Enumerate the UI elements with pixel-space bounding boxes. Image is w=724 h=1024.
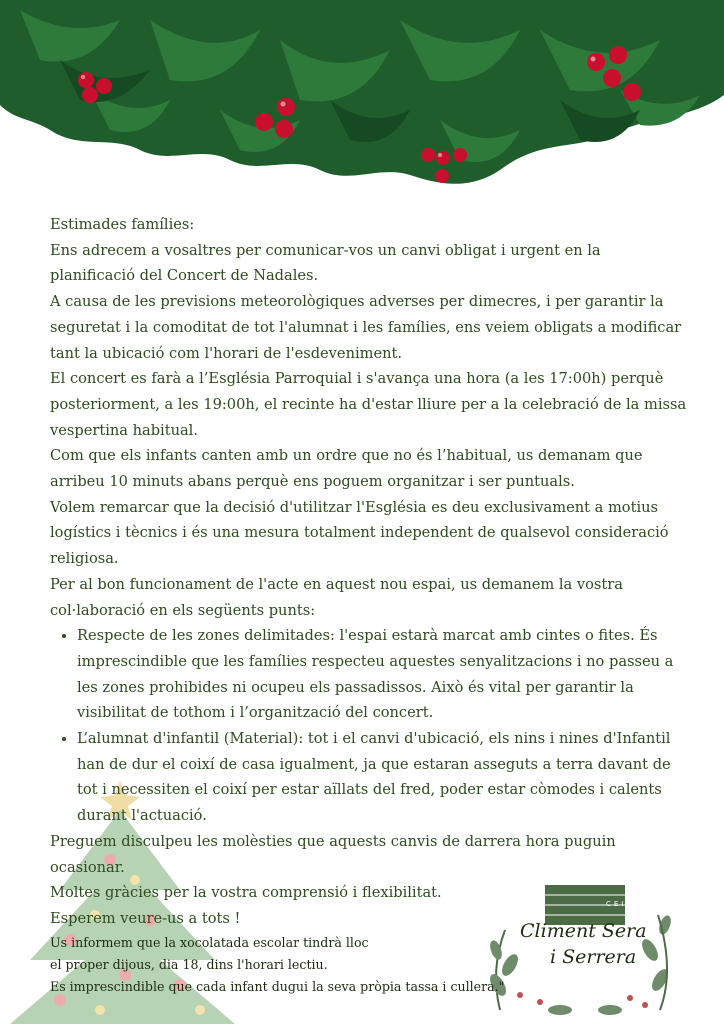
logo-name-line2: i Serrera — [550, 946, 637, 968]
paragraph: A causa de les previsions meteorològiques adverses per dimecres, i per garantir la seguretat i la comoditat de tot l'alumnat i les famílies, ens veiem obligats a modificar tant la ubicació com l'horari de l'esdeveniment. — [50, 293, 682, 362]
paragraph: El concert es farà a l’Església Parroquial i s'avança una hora (a les 17:00h) perquè posteriorment, a les 19:00h, el recinte ha d'estar lliure per a la celebració de la missa vespertina habitual. — [50, 370, 687, 439]
paragraph: Per al bon funcionament de l'acte en aquest nou espai, us demanem la vostra col·laboració en els següents punts: — [50, 575, 623, 619]
notice-line: el proper dijous, dia 18, dins l'horari lectiu. — [50, 956, 328, 972]
paragraph: Com que els infants canten amb un ordre que no és l’habitual, us demanam que arribeu 10 minuts abans perquè ens poguem organitzar i ser puntuals. — [50, 447, 643, 491]
closing-line: Esperem veure-us a tots ! — [50, 909, 241, 927]
notice-line: Es imprescindible que cada infant dugui la seva pròpia tassa i cullera." — [50, 978, 505, 994]
bullet-item: • Respecte de les zones delimitades: l'espai estarà marcat amb cintes o fites. És imprescindible que les famílies respecteu aquestes senyalitzacions i no passeu a les zones prohibides ni ocupeu els passadissos. Això és vital per garantir la visibilitat de tothom i l’organització del concert. — [77, 623, 690, 726]
paragraph: Ens adrecem a vosaltres per comunicar-vos un canvi obligat i urgent en la planificació del Concert de Nadales. — [50, 241, 601, 285]
bullet-item: • L’alumnat d'infantil (Material): tot i el canvi d'ubicació, els nins i nines d'Infantil han de dur el coixí de casa igualment, ja que estaran asseguts a terra davant de tot i necessiten el coixí per estar aïllats del fred, poder estar còmodes i calents durant l'actuació. — [77, 726, 690, 829]
logo-name-line1: Climent Sera — [520, 920, 647, 942]
greeting: Estimades famílies: — [50, 216, 195, 233]
letter-body — [50, 212, 690, 998]
logo-tag: CEIP — [606, 900, 634, 908]
notice-line: Us informem que la xocolatada escolar tindrà lloc — [50, 934, 369, 950]
paragraph: Volem remarcar que la decisió d'utilitzar l'Església es deu exclusivament a motius logístics i tècnics i és una mesura totalment independent de qualsevol consideració religiosa. — [50, 498, 669, 568]
closing-line: Moltes gràcies per la vostra comprensió i flexibilitat. — [50, 884, 442, 902]
holly-garland — [0, 0, 724, 210]
bullet-list — [50, 623, 690, 829]
closing-line: Preguem disculpeu les molèsties que aquests canvis de darrera hora puguin ocasionar. — [50, 832, 616, 876]
